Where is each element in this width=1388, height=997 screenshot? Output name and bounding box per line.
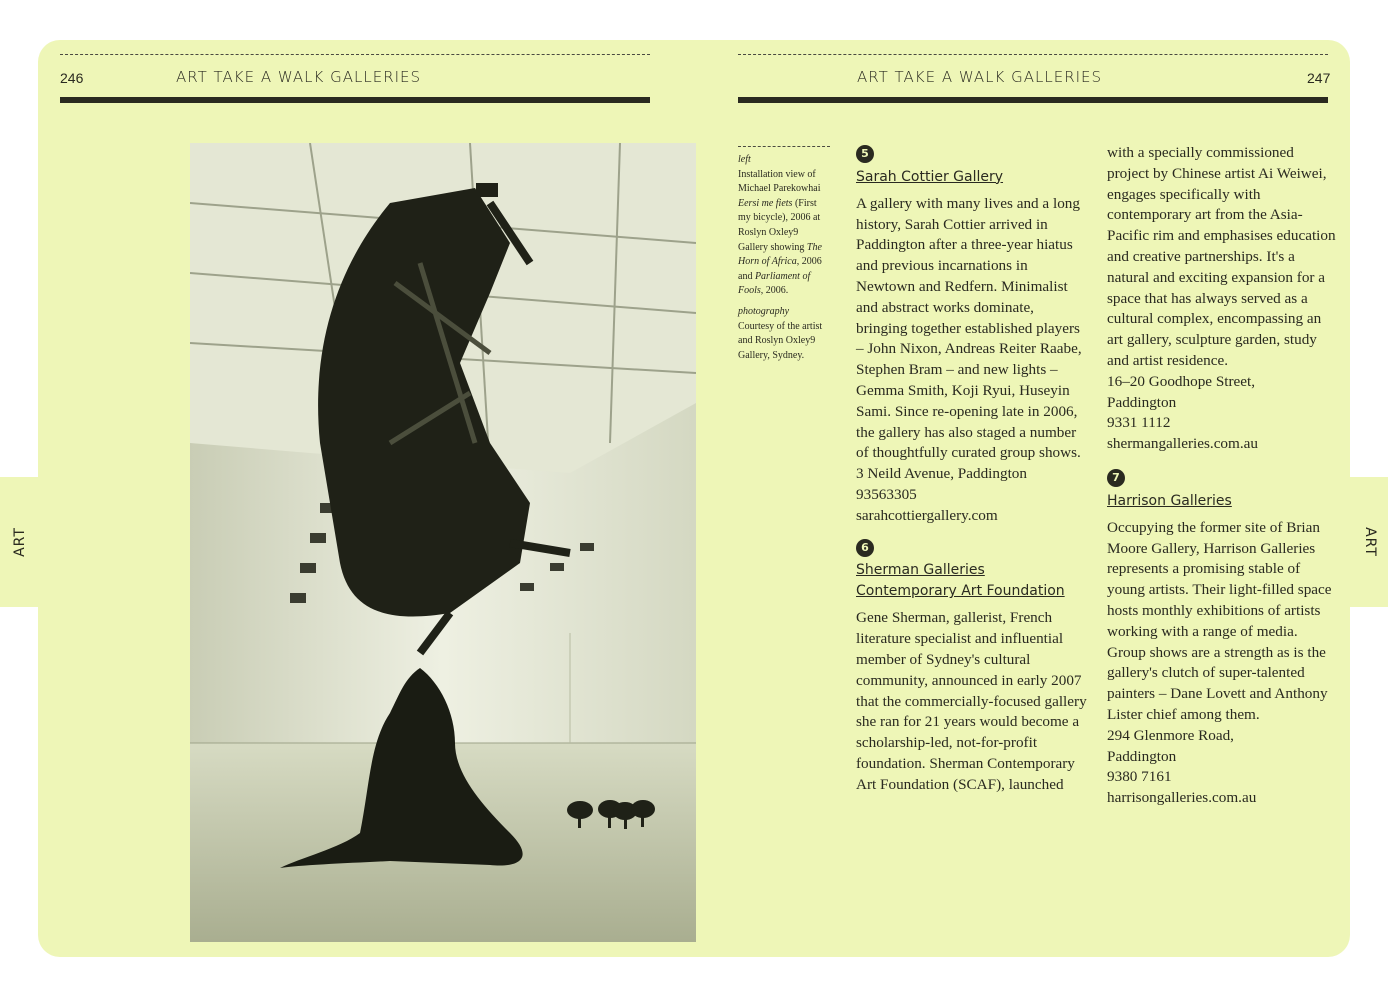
gallery-description: Occupying the former site of Brian Moore Gallery, Harrison Galleries represents a promising stable of young artists. Their light-filled space hosts monthly exhibitions of artists working with a range of media. Group shows are a strength as is the gallery's clutch of super-talented painters – Dane Lovett and Anthony Lister chief among them. xyxy=(1107,518,1332,723)
gallery-website: shermangalleries.com.au xyxy=(1107,435,1258,453)
section-tab-label: ART xyxy=(1362,527,1378,557)
listing-number-badge: 5 xyxy=(856,145,874,163)
gallery-name xyxy=(856,560,1088,602)
text-column-1 xyxy=(856,143,1088,796)
installation-photo xyxy=(190,143,696,942)
caption-title: The Horn of Africa xyxy=(738,241,822,268)
gallery-phone: 9380 7161 xyxy=(1107,768,1172,786)
gallery-website: harrisongalleries.com.au xyxy=(1107,789,1257,807)
caption-title: Eersi me fiets xyxy=(738,197,793,209)
header-dashed-rule-right xyxy=(738,54,1328,55)
gallery-description: Gene Sherman, gallerist, French literature specialist and influential member of Sydney's cultural community, announced in early 2007 that the commercially-focused gallery she ran for 21 years would become a scholarship-led, not-for-profit foundation. Sherman Contemporary Art Foundation (SCAF), launched xyxy=(856,609,1087,793)
gallery-description: with a specially commissioned project by Chinese artist Ai Weiwei, engages specifically with contemporary art from the Asia-Pacific rim and emphasises education and creative partnerships. It's a natural and exciting expansion for a space that has always served as a cultural complex, encompassing an art gallery, sculpture garden, study and artist residence. xyxy=(1107,144,1336,369)
page-number-left: 246 xyxy=(60,70,84,86)
gallery-phone: 9331 1112 xyxy=(1107,414,1171,432)
running-head-left: ART TAKE A WALK GALLERIES xyxy=(176,68,422,86)
section-tab-left xyxy=(0,477,40,607)
gallery-name: Sarah Cottier Gallery xyxy=(856,168,1004,185)
gallery-description: A gallery with many lives and a long history, Sarah Cottier arrived in Paddington after a three-year hiatus and previous incarnations in Newtown and Redfern. Minimalist and abstract works dominate, bringing together established players – John Nixon, Andreas Reiter Raabe, Stephen Bram – and new lights – Gemma Smith, Koji Ryui, Huseyin Sami. Since re-opening late in 2006, the gallery has also staged a number of thoughtfully curated group shows. xyxy=(856,194,1082,462)
photo-caption xyxy=(738,146,830,369)
gallery-name-line: Sherman Galleries xyxy=(856,562,985,579)
caption-text: (First my bicycle), 2006 at Roslyn Oxley9 Gallery showing xyxy=(738,197,821,253)
gallery-phone: 93563305 xyxy=(856,485,917,503)
listing-harrison xyxy=(1107,467,1339,809)
header-rule-right xyxy=(738,97,1328,103)
page-number-right: 247 xyxy=(1307,70,1331,86)
listing-number-badge: 7 xyxy=(1107,469,1125,487)
header-dashed-rule-left xyxy=(60,54,650,55)
caption-credit: Courtesy of the artist and Roslyn Oxley9 Gallery, Sydney. xyxy=(738,320,823,361)
gallery-address: 294 Glenmore Road, xyxy=(1107,726,1234,744)
caption-title: Parliament of Fools xyxy=(738,270,811,297)
gallery-address: Paddington xyxy=(1107,393,1177,411)
listing-sherman-continued xyxy=(1107,143,1339,455)
caption-label-photography: photography xyxy=(738,305,790,317)
gallery-address: 3 Neild Avenue, Paddington xyxy=(856,465,1027,483)
gallery-name: Harrison Galleries xyxy=(1107,492,1232,509)
caption-text: Installation view of Michael Parekowhai xyxy=(738,168,821,195)
listing-sarah-cottier xyxy=(856,143,1088,527)
caption-label-left: left xyxy=(738,154,751,165)
caption-dashed-rule xyxy=(738,146,830,147)
caption-text: , 2006 and xyxy=(738,256,822,282)
listing-sherman xyxy=(856,537,1088,796)
gallery-name-line: Contemporary Art Foundation xyxy=(856,583,1065,600)
running-head-right: ART TAKE A WALK GALLERIES xyxy=(857,68,1103,86)
section-tab-label: ART xyxy=(12,527,28,557)
gallery-address: Paddington xyxy=(1107,747,1177,765)
section-tab-right xyxy=(1350,477,1388,607)
text-column-2 xyxy=(1107,143,1339,809)
caption-text: , 2006. xyxy=(760,285,789,297)
listing-number-badge: 6 xyxy=(856,539,874,557)
gallery-address: 16–20 Goodhope Street, xyxy=(1107,372,1256,390)
gallery-website: sarahcottiergallery.com xyxy=(856,506,998,524)
header-rule-left xyxy=(60,97,650,103)
